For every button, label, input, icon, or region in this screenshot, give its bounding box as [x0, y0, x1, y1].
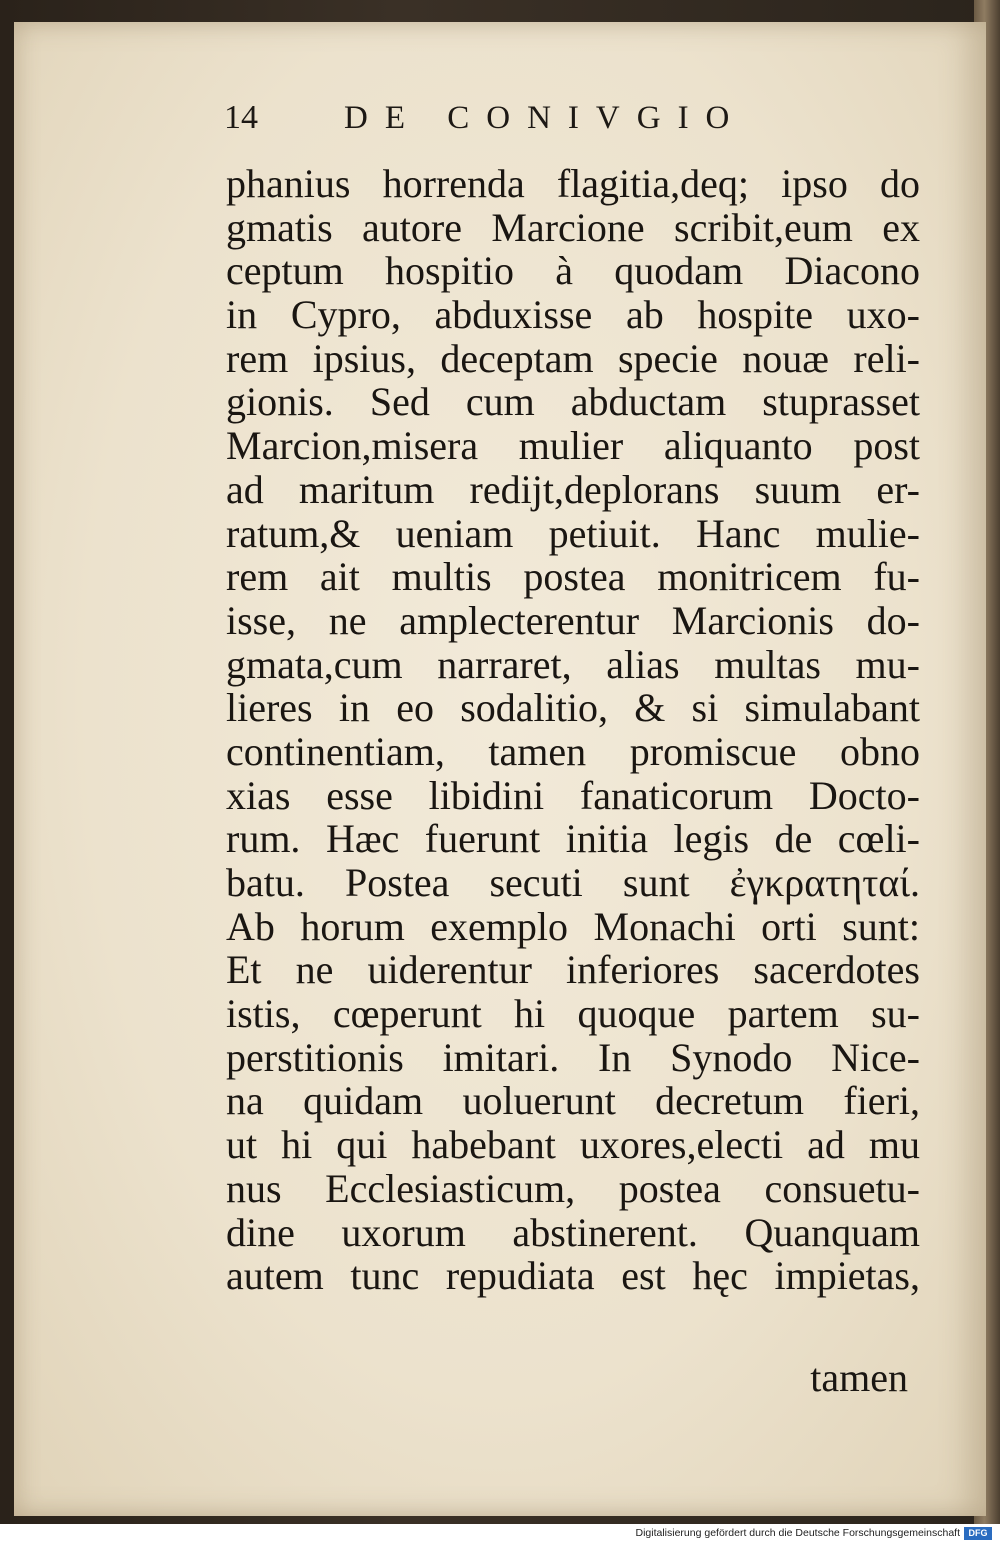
text-line: Et ne uiderentur inferiores sacerdotes: [226, 947, 920, 993]
text-line: ratum,& ueniam petiuit. Hanc mulie-: [226, 510, 920, 556]
running-title: DE CONIVGIO: [344, 100, 747, 136]
text-line: perstitionis imitari. In Synodo Nice-: [226, 1034, 920, 1080]
text-line: continentiam, tamen promiscue obno: [226, 728, 920, 774]
body-text: [226, 162, 920, 1298]
text-line: Ab horum exemplo Monachi orti sunt:: [226, 903, 920, 949]
text-line: in Cypro, abduxisse ab hospite uxo-: [226, 292, 920, 338]
text-line: gmata,cum narraret, alias multas mu-: [226, 641, 920, 687]
text-line: gionis. Sed cum abductam stuprasset: [226, 379, 920, 425]
text-line: rum. Hæc fuerunt initia legis de cœli-: [226, 816, 920, 862]
text-line: ceptum hospitio à quodam Diacono: [226, 248, 920, 294]
text-line: phanius horrenda flagitia,deq; ipso do: [226, 161, 920, 206]
catchword: tamen: [810, 1355, 908, 1400]
text-line: Marcion,misera mulier aliquanto post: [226, 423, 920, 469]
text-line: istis, cœperunt hi quoque partem su-: [226, 991, 920, 1037]
text-line: xias esse libidini fanaticorum Docto-: [226, 772, 920, 818]
text-line: lieres in eo sodalitio, & si simulabant: [226, 685, 920, 731]
text-line: ut hi qui habebant uxores,electi ad mu: [226, 1122, 920, 1168]
text-line: nus Ecclesiasticum, postea consuetu-: [226, 1165, 920, 1211]
dfg-logo-icon[interactable]: DFG: [964, 1527, 992, 1540]
text-line: rem ipsius, deceptam specie nouæ reli-: [226, 335, 920, 381]
text-line: rem ait multis postea monitricem fu-: [226, 554, 920, 600]
text-line: gmatis autore Marcione scribit,eum ex: [226, 204, 920, 250]
text-line: autem tunc repudiata est hęc impietas,: [226, 1253, 920, 1299]
text-line: batu. Postea secuti sunt ἐγκρατηταί.: [226, 860, 920, 905]
footer-bar: [0, 1524, 1000, 1543]
text-line: dine uxorum abstinerent. Quanquam: [226, 1209, 920, 1255]
text-line: na quidam uoluerunt decretum fieri,: [226, 1078, 920, 1124]
text-line: isse, ne amplecterentur Marcionis do-: [226, 597, 920, 643]
running-head: [224, 98, 824, 138]
page-number: 14: [224, 99, 258, 136]
footer-credit: Digitalisierung gefördert durch die Deutsche Forschungsgemeinschaft: [635, 1527, 960, 1539]
text-line: ad maritum rediјt,deplorans suum er-: [226, 466, 920, 512]
